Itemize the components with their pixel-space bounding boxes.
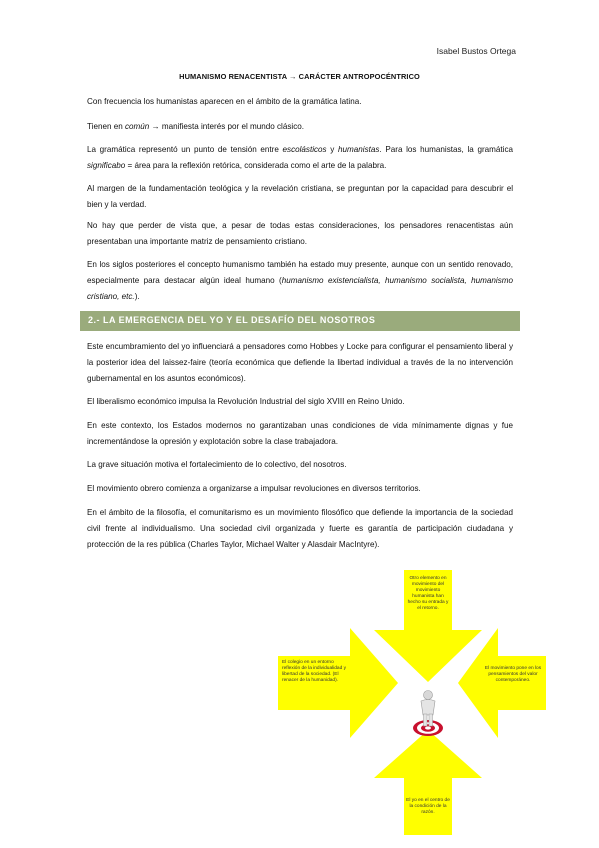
author-name: Isabel Bustos Ortega [436, 46, 516, 56]
text-run-italic: humanistas [338, 145, 380, 154]
paragraph [87, 257, 513, 305]
text-run: En los siglos posteriores el concepto humanismo también ha estado muy presente, aunque con un sentido renovado, especialmente para destacar algún ideal humano ( [87, 260, 513, 285]
paragraph: El movimiento obrero comienza a organizarse a impulsar revoluciones en diversos territorios. [87, 484, 421, 493]
person-on-target-icon [408, 688, 448, 738]
section-header [80, 311, 520, 331]
arrow-top-text: Otro elemento en movimiento del movimiento humanista han hecho su entrada y el retorno. [407, 576, 449, 611]
section-title: 2.- LA EMERGENCIA DEL YO Y EL DESAFÍO DEL NOSOTROS [88, 315, 376, 325]
paragraph: El liberalismo económico impulsa la Revolución Industrial del siglo XVIII en Reino Unido. [87, 397, 405, 406]
arrow-left-text: El colegio en un entorno reflexión de la individualidad y libertad de la sociedad. (El renacer de la humanidad). [282, 660, 346, 683]
page-title: HUMANISMO RENACENTISTA → CARÁCTER ANTROPOCÉNTRICO [179, 72, 420, 81]
paragraph: En el ámbito de la filosofía, el comunitarismo es un movimiento filosófico que defiende la importancia de la sociedad civil frente al individualismo. Una sociedad civil organizada y fuerte es garantía de participación ciudadana y protección de la res pública (Charles Taylor, Michael Walter y Alasdair MacIntyre). [87, 508, 513, 549]
paragraph: La grave situación motiva el fortalecimiento de lo colectivo, del nosotros. [87, 460, 347, 469]
arrow-bottom-text: El yo en el centro de la condición de la razón. [406, 798, 450, 815]
text-run: . Para los humanistas, la gramática [379, 145, 514, 154]
text-run-italic: escolásticos [282, 145, 327, 154]
text-run: La gramática representó un punto de tensión entre [87, 145, 283, 154]
arrows-diagram [278, 570, 548, 835]
text-run: ). [134, 292, 140, 301]
paragraph [87, 119, 513, 135]
text-run: y [326, 145, 339, 154]
paragraph: No hay que perder de vista que, a pesar de todas estas consideraciones, los pensadores renacentistas aún presentaban una importante matriz de pensamiento cristiano. [87, 221, 513, 246]
paragraph: En este contexto, los Estados modernos no garantizaban unas condiciones de vida mínimamente dignas y fue incrementándose la opresión y explotación sobre la clase trabajadora. [87, 421, 513, 446]
text-run: → manifiesta interés por el mundo clásico. [149, 122, 304, 131]
paragraph: Este encumbramiento del yo influenciará a pensadores como Hobbes y Locke para configurar el pensamiento liberal y la posterior idea del laissez-faire (teoría económica que defiende la libertad individual a través de la no intervención gubernamental en los asuntos económicos). [87, 342, 513, 383]
text-run-italic: común [124, 122, 150, 131]
text-run-italic: significabo [87, 161, 126, 170]
arrow-bottom [374, 730, 482, 835]
arrow-right-text: El movimiento pone en los pensamientos del valor contemporáneo. [484, 666, 542, 683]
paragraph: Con frecuencia los humanistas aparecen en el ámbito de la gramática latina. [87, 97, 362, 106]
text-run: Tienen en [87, 122, 125, 131]
text-run-italic: humanismo existencialista, humanismo socialista, humanismo cristiano, etc. [87, 276, 513, 301]
paragraph [87, 142, 513, 174]
paragraph: Al margen de la fundamentación teológica y la revelación cristiana, se preguntan por la capacidad para descubrir el bien y la verdad. [87, 184, 513, 209]
text-run: = área para la reflexión retórica, considerada como el arte de la palabra. [125, 161, 387, 170]
